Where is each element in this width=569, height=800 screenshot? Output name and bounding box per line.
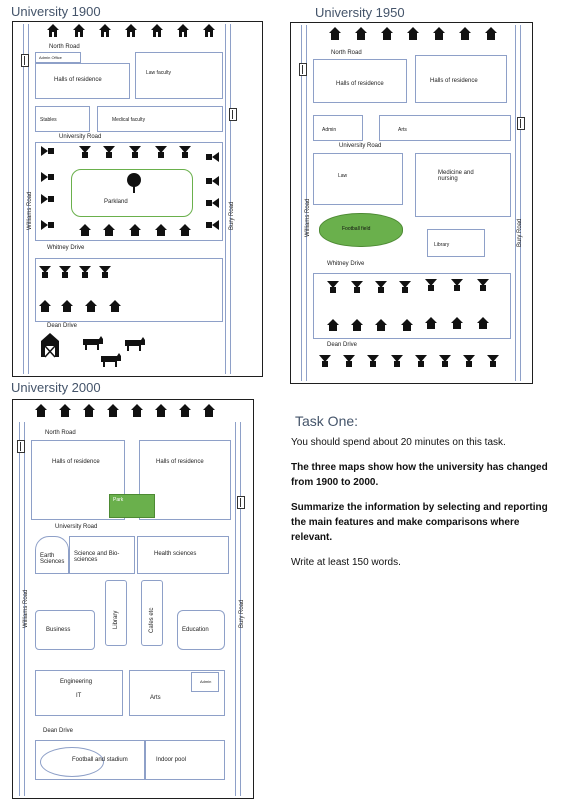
word-count-note: Write at least 150 words. xyxy=(291,557,401,568)
halls-block: Halls of residence xyxy=(35,63,130,99)
health-sciences-block: Health sciences xyxy=(137,536,229,574)
science-bio-block: Science and Bio-sciences xyxy=(69,536,135,574)
university-road-label: University Road xyxy=(59,134,102,140)
stables-block: Stables xyxy=(35,106,90,132)
earth-sciences-block: Earth Sciences xyxy=(35,536,69,574)
halls-right-block: Halls of residence xyxy=(139,440,231,520)
medicine-block: Medicine and nursing xyxy=(415,153,511,217)
halls-right-block: Halls of residence xyxy=(415,55,507,103)
whitney-drive-label: Whitney Drive xyxy=(327,261,365,267)
task-prompt: The three maps show how the university has changed from 1900 to 2000. xyxy=(291,462,548,488)
map-2000 xyxy=(12,399,254,799)
task-instruction: Summarize the information by selecting and reporting the main features and make comparisons where relevant. xyxy=(291,502,548,543)
library-block: Library xyxy=(427,229,485,257)
north-road-label: North Road xyxy=(49,44,80,50)
halls-left-block: Halls of residence xyxy=(31,440,125,520)
cow-icon xyxy=(83,336,145,367)
house-icons xyxy=(43,24,233,38)
football-stadium-block: Football and stadium xyxy=(35,740,145,780)
north-road-label: North Road xyxy=(45,430,76,436)
williams-road-label: Williams Road xyxy=(27,191,33,230)
bury-road-1950 xyxy=(515,25,521,381)
time-note: You should spend about 20 minutes on this task. xyxy=(291,437,506,448)
gate-icon xyxy=(229,108,237,121)
medical-faculty-block: Medical faculty xyxy=(97,106,223,132)
cafes-block: Cafes etc xyxy=(141,580,163,646)
library-block: Library xyxy=(105,580,127,646)
map-1900-title: University 1900 xyxy=(11,4,101,19)
task-heading: Task One: xyxy=(295,413,359,429)
house-row-north-1950 xyxy=(325,27,515,41)
gate-icon xyxy=(17,440,25,453)
law-faculty-block: Law faculty xyxy=(135,52,223,99)
parkland: Parkland xyxy=(71,169,193,217)
admin-block: Admin xyxy=(313,115,363,141)
indoor-pool-block: Indoor pool xyxy=(145,740,225,780)
gate-icon xyxy=(517,117,525,130)
map-1950 xyxy=(290,22,533,384)
house-row-north-2000 xyxy=(33,404,229,418)
task-panel xyxy=(291,413,561,580)
map-2000-title: University 2000 xyxy=(11,380,101,395)
whitney-drive-label: Whitney Drive xyxy=(47,245,85,251)
education-block: Education xyxy=(177,610,225,650)
university-road-label: University Road xyxy=(339,143,382,149)
bury-road-label: Bury Road xyxy=(229,201,235,230)
football-field: Football field xyxy=(319,213,403,247)
bury-road-label: Bury Road xyxy=(239,599,245,628)
williams-road-label: Williams Road xyxy=(23,589,29,628)
map-1900 xyxy=(12,21,263,377)
halls-left-block: Halls of residence xyxy=(313,59,407,103)
admin-block: Admin xyxy=(191,672,219,692)
barn-icon xyxy=(41,333,59,357)
north-road-label: North Road xyxy=(331,50,362,56)
gate-icon xyxy=(299,63,307,76)
dean-drive-label: Dean Drive xyxy=(43,728,74,734)
law-block: Law xyxy=(313,153,403,205)
arts-block: Arts xyxy=(129,670,225,716)
dean-drive-label: Dean Drive xyxy=(327,342,358,348)
dean-drive-label: Dean Drive xyxy=(47,323,78,329)
housing-icons xyxy=(39,262,159,324)
arts-block: Arts xyxy=(379,115,511,141)
business-block: Business xyxy=(35,610,95,650)
gate-icon xyxy=(21,54,29,67)
gate-icon xyxy=(237,496,245,509)
park-house-icons xyxy=(37,142,227,240)
engineering-block: Engineering IT xyxy=(35,670,123,716)
housing-icons xyxy=(315,275,511,339)
park: Park xyxy=(109,494,155,518)
map-1950-title: University 1950 xyxy=(315,5,405,20)
williams-road-label: Williams Road xyxy=(305,198,311,237)
admin-office-block: Admin Office xyxy=(35,52,81,63)
university-road-label: University Road xyxy=(55,524,98,530)
barn-and-cows xyxy=(39,333,179,373)
bury-road-label: Bury Road xyxy=(517,218,523,247)
dean-drive-house-icons xyxy=(315,353,511,369)
house-row-north-1900 xyxy=(43,24,233,38)
